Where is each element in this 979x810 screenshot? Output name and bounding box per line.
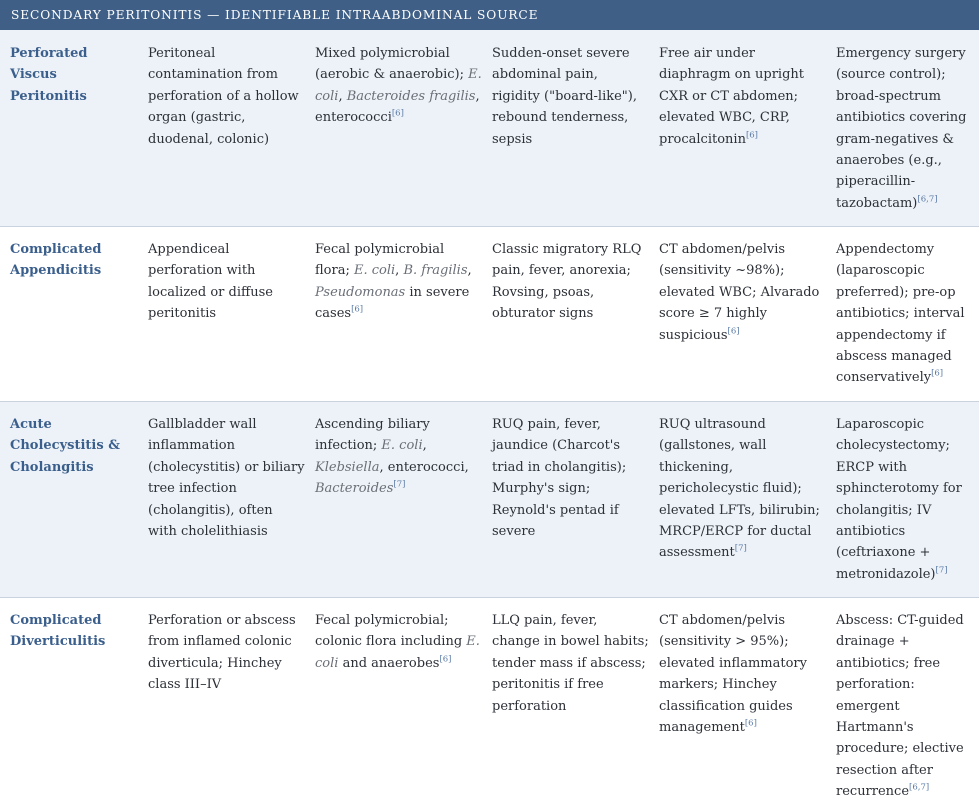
diagnosis-text: CT abdomen/pelvis (sensitivity ~98%); elevated WBC; Alvarado score ≥ 7 highly suspicious	[659, 242, 820, 343]
organisms-text: Mixed polymicrobial (aerobic & anaerobic);	[315, 46, 469, 83]
presentation-cell: RUQ pain, fever, jaundice (Charcot's triad in cholangitis); Murphy's sign; Reynold's pentad if severe	[492, 417, 627, 540]
citation-ref[interactable]: [6]	[744, 718, 757, 729]
organisms-text: and anaerobes	[338, 655, 440, 671]
organisms-cell	[315, 43, 492, 226]
presentation-cell: Classic migratory RLQ pain, fever, anorexia; Rovsing, psoas, obturator signs	[492, 242, 642, 322]
organism-name: B. fragilis	[403, 263, 468, 279]
diagnosis-cell	[659, 610, 836, 810]
organism-name: Bacteroides	[315, 481, 394, 497]
organisms-text: , enterococci,	[379, 459, 469, 475]
table-row	[0, 402, 979, 598]
organism-name: Klebsiella	[315, 459, 380, 475]
table-row	[0, 598, 979, 810]
organism-name: E. coli	[381, 438, 423, 454]
management-text: Emergency surgery (source control); broad-spectrum antibiotics covering gram-negatives & anaerobes (e.g., piperacillin-tazobactam)	[836, 46, 967, 211]
citation-ref[interactable]: [6]	[931, 369, 944, 380]
condition-name: Acute Cholecystitis & Cholangitis	[10, 417, 120, 475]
definition-cell: Gallbladder wall inflammation (cholecystitis) or biliary tree infection (cholangitis), often with cholelithiasis	[148, 417, 305, 540]
citation-ref[interactable]: [7]	[734, 544, 747, 555]
diagnosis-cell	[659, 414, 836, 597]
organisms-cell	[315, 610, 492, 810]
citation-ref[interactable]: [6]	[439, 654, 452, 665]
organisms-cell	[315, 239, 492, 401]
peritonitis-table	[0, 30, 979, 810]
organisms-text: ,	[338, 88, 347, 104]
presentation-cell: LLQ pain, fever, change in bowel habits; tender mass if abscess; peritonitis if free perforation	[492, 613, 649, 714]
organism-name: Pseudomonas	[315, 284, 406, 300]
citation-ref[interactable]: [6,7]	[909, 782, 930, 793]
citation-ref[interactable]: [7]	[935, 565, 948, 576]
organisms-text: ,	[467, 263, 472, 279]
diagnosis-text: Free air under diaphragm on upright CXR or CT abdomen; elevated WBC, CRP, procalcitonin	[659, 46, 804, 147]
organisms-text: ,	[422, 438, 427, 454]
condition-name: Perforated Viscus Peritonitis	[10, 46, 88, 104]
management-cell	[836, 43, 979, 226]
organisms-text: Fecal polymicrobial flora;	[315, 242, 445, 279]
condition-name: Complicated Diverticulitis	[10, 613, 106, 650]
diagnosis-text: CT abdomen/pelvis (sensitivity > 95%); elevated inflammatory markers; Hinchey classification guides management	[659, 613, 807, 736]
management-text: Abscess: CT-guided drainage + antibiotics; free perforation: emergent Hartmann's procedure; elective resection after recurrence	[836, 613, 964, 800]
organism-name: E. coli	[315, 67, 482, 104]
organisms-cell	[315, 414, 492, 597]
definition-cell: Perforation or abscess from inflamed colonic diverticula; Hinchey class III–IV	[148, 613, 296, 693]
organisms-text: in severe cases	[315, 284, 470, 322]
organism-name: E. coli	[353, 263, 396, 279]
presentation-cell: Sudden-onset severe abdominal pain, rigidity ("board-like"), rebound tenderness, sepsis	[492, 46, 637, 147]
management-text: Laparoscopic cholecystectomy; ERCP with sphincterotomy for cholangitis; IV antibiotics (ceftriaxone + metronidazole)	[836, 417, 962, 582]
organisms-text: , enterococci	[315, 88, 480, 126]
diagnosis-cell	[659, 43, 836, 226]
citation-ref[interactable]: [6]	[727, 326, 740, 337]
table-row	[0, 30, 979, 227]
management-text: Appendectomy (laparoscopic preferred); pre-op antibiotics; interval appendectomy if abscess managed conservatively	[836, 242, 965, 386]
citation-ref[interactable]: [6]	[745, 130, 758, 141]
diagnosis-cell	[659, 239, 836, 401]
management-cell	[836, 239, 979, 401]
definition-cell: Peritoneal contamination from perforation of a hollow organ (gastric, duodenal, colonic)	[148, 46, 299, 147]
citation-ref[interactable]: [6]	[351, 304, 364, 315]
condition-name: Complicated Appendicitis	[10, 242, 102, 279]
citation-ref[interactable]: [6]	[391, 108, 404, 119]
diagnosis-text: RUQ ultrasound (gallstones, wall thickening, pericholecystic fluid); elevated LFTs, bilirubin; MRCP/ERCP for ductal assessment	[659, 417, 820, 561]
table-row	[0, 227, 979, 402]
management-cell	[836, 610, 979, 810]
citation-ref[interactable]: [7]	[393, 479, 406, 490]
citation-ref[interactable]: [6,7]	[917, 194, 938, 205]
organism-name: Bacteroides fragilis	[346, 88, 476, 104]
organisms-text: Fecal polymicrobial; colonic flora including	[315, 613, 467, 650]
definition-cell: Appendiceal perforation with localized or diffuse peritonitis	[148, 242, 273, 322]
management-cell	[836, 414, 979, 597]
organisms-text: Ascending biliary infection;	[315, 417, 430, 454]
table-section-header: SECONDARY PERITONITIS — IDENTIFIABLE INTRAABDOMINAL SOURCE	[0, 0, 979, 30]
organisms-text: ,	[395, 263, 404, 279]
organism-name: E. coli	[315, 634, 480, 671]
